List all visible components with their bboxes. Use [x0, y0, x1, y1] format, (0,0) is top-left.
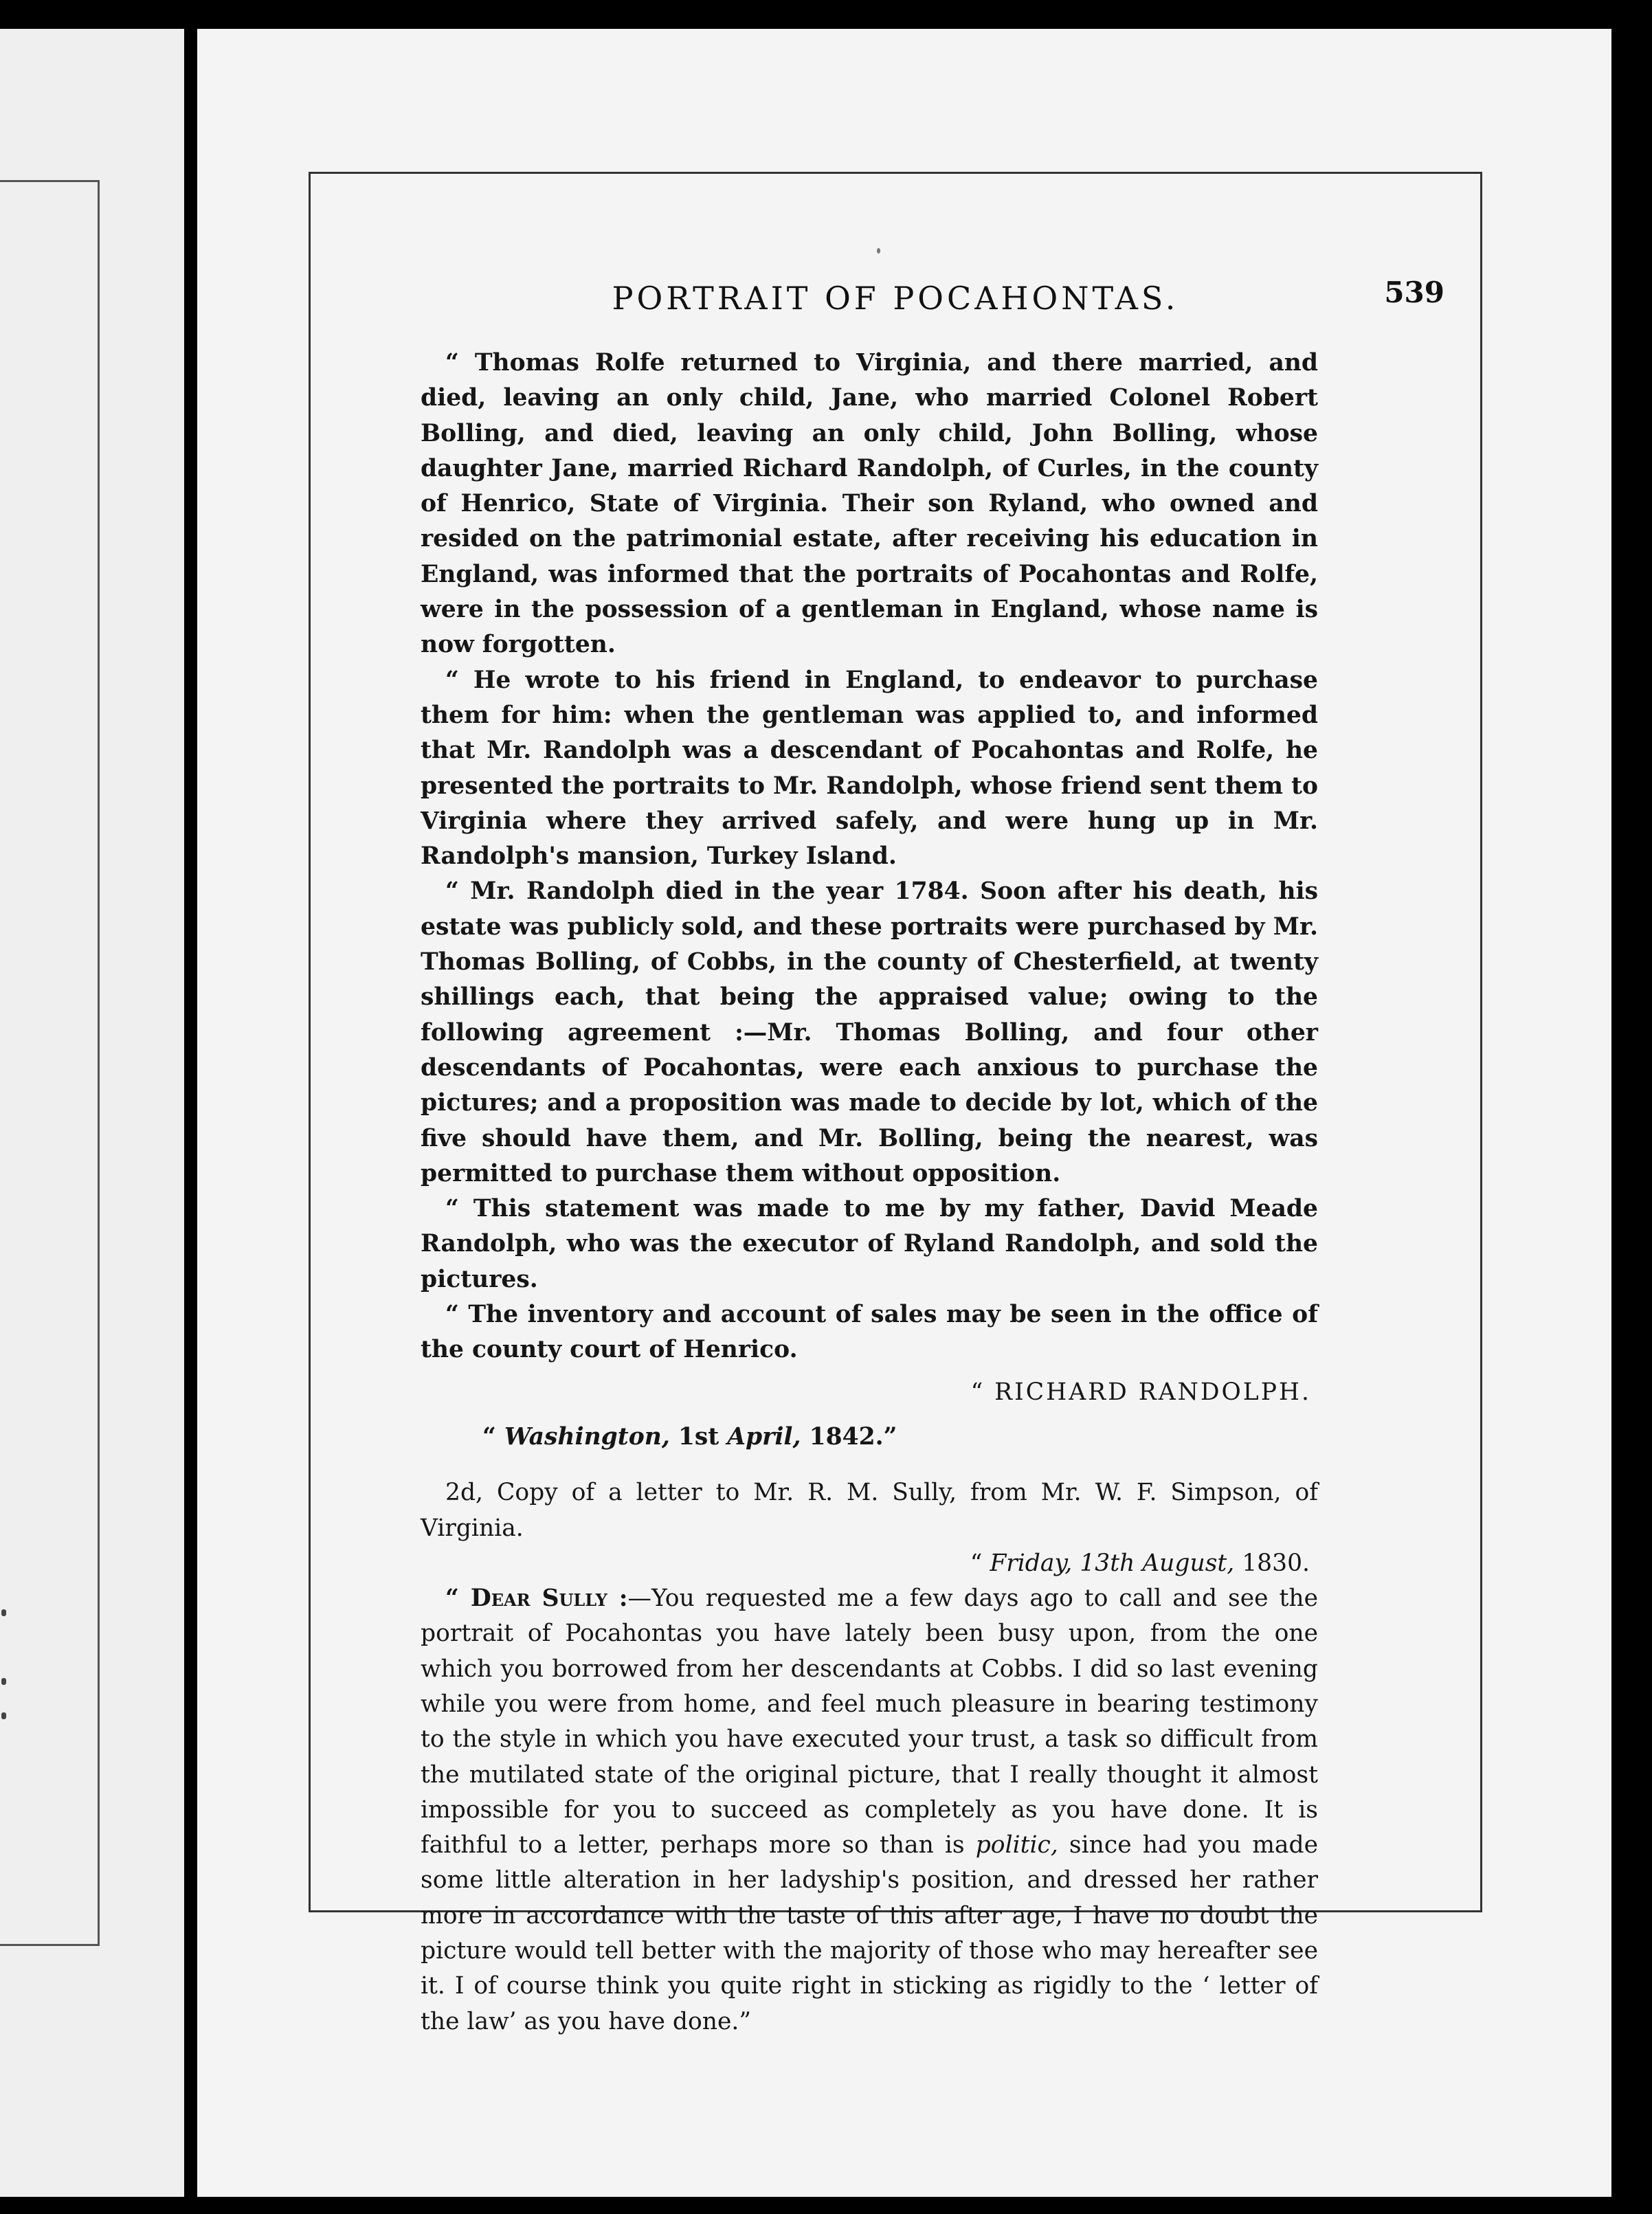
- copy-note: 2d, Copy of a letter to Mr. R. M. Sully, from Mr. W. F. Simpson, of Virginia.: [421, 1479, 1318, 1542]
- page-border-frame: [309, 172, 1482, 2035]
- page-number: 539: [1384, 276, 1444, 309]
- dateline-place: Washington,: [504, 1422, 670, 1451]
- letter-date: [421, 1546, 1318, 1581]
- book-page: [197, 29, 1611, 2197]
- letter-salutation: “ Dear Sully :: [445, 1585, 628, 1613]
- dateline-open-quote: “: [482, 1422, 496, 1451]
- letter-body-end: since had you made some little alteration in her ladyship's position, and dressed her rather more in accordance with the taste of this after age, I have no doubt the picture would tell better with the majority of those who may hereafter see it. I of course think you quite right in sticking as rigidly to the ‘ letter of the law’ as you have done.”: [421, 1831, 1318, 2035]
- letter-date-weekday: Friday,: [990, 1549, 1073, 1577]
- letter-italic-word: politic,: [975, 1831, 1058, 1859]
- previous-page-edge: [0, 29, 184, 2197]
- letter-date-month: August,: [1142, 1549, 1235, 1577]
- margin-mark: [1, 1678, 6, 1685]
- letter-body: —You requested me a few days ago to call and see the portrait of Pocahontas you have lately been busy upon, from the one which you borrowed from her descendants at Cobbs. I did so last evening while you were from home, and feel much pleasure in bearing testimony to the style in which you have executed your trust, a task so difficult from the mutilated state of the original picture, that I really thought it almost impossible for you to succeed as completely as you have done. It is faithful to a letter, perhaps more so than is: [421, 1585, 1318, 1859]
- paragraph: “ The inventory and account of sales may be seen in the office of the county court of Henrico.: [421, 1301, 1318, 1364]
- dateline-month: April,: [727, 1422, 801, 1451]
- letter-date-year: 1830.: [1242, 1549, 1310, 1577]
- running-title: PORTRAIT OF POCAHONTAS.: [612, 280, 1179, 317]
- letter-date-open-quote: “: [970, 1549, 983, 1577]
- paragraph: “ Mr. Randolph died in the year 1784. Soon after his death, his estate was publicly sold, and these portraits were purchased by Mr. Thomas Bolling, of Cobbs, in the county of Chesterfield, at twenty shillings each, that being the appraised value; owing to the following agreement :—Mr. Thomas Bolling, and four other descendants of Pocahontas, were each anxious to purchase the pictures; and a proposition was made to decide by lot, which of the five should have them, and Mr. Bolling, being the nearest, was permitted to purchase them without opposition.: [421, 877, 1318, 1187]
- signature: “ RICHARD RANDOLPH.: [970, 1378, 1311, 1406]
- dateline-year: 1842.”: [809, 1422, 897, 1451]
- paragraph: “ He wrote to his friend in England, to endeavor to purchase them for him: when the gentleman was applied to, and informed that Mr. Randolph was a descendant of Pocahontas and Rolfe, he presented the portraits to Mr. Randolph, whose friend sent them to Virginia where they arrived safely, and were hung up in Mr. Randolph's mansion, Turkey Island.: [421, 666, 1318, 871]
- dateline-day: 1st: [678, 1422, 719, 1451]
- running-header: [311, 276, 1480, 321]
- margin-mark: [1, 1609, 6, 1616]
- paragraph: “ Thomas Rolfe returned to Virginia, and there married, and died, leaving an only child, Jane, who married Colonel Robert Bolling, and died, leaving an only child, John Bolling, whose daughter Jane, married Richard Randolph, of Curles, in the county of Henrico, State of Virginia. Their son Ryland, who owned and resided on the patrimonial estate, after receiving his education in England, was informed that the portraits of Pocahontas and Rolfe, were in the possession of a gentleman in England, whose name is now forgotten.: [421, 349, 1318, 659]
- letter-date-day: 13th: [1080, 1549, 1135, 1577]
- page-body: [421, 346, 1318, 2039]
- margin-mark: [1, 1712, 6, 1719]
- paragraph: “ This statement was made to me by my father, David Meade Randolph, who was the executor of Ryland Randolph, and sold the pictures.: [421, 1195, 1318, 1293]
- ink-speck: [877, 248, 880, 254]
- letter-text: [421, 1581, 1318, 2039]
- dateline: [421, 1420, 1318, 1455]
- previous-page-frame: [0, 180, 100, 1946]
